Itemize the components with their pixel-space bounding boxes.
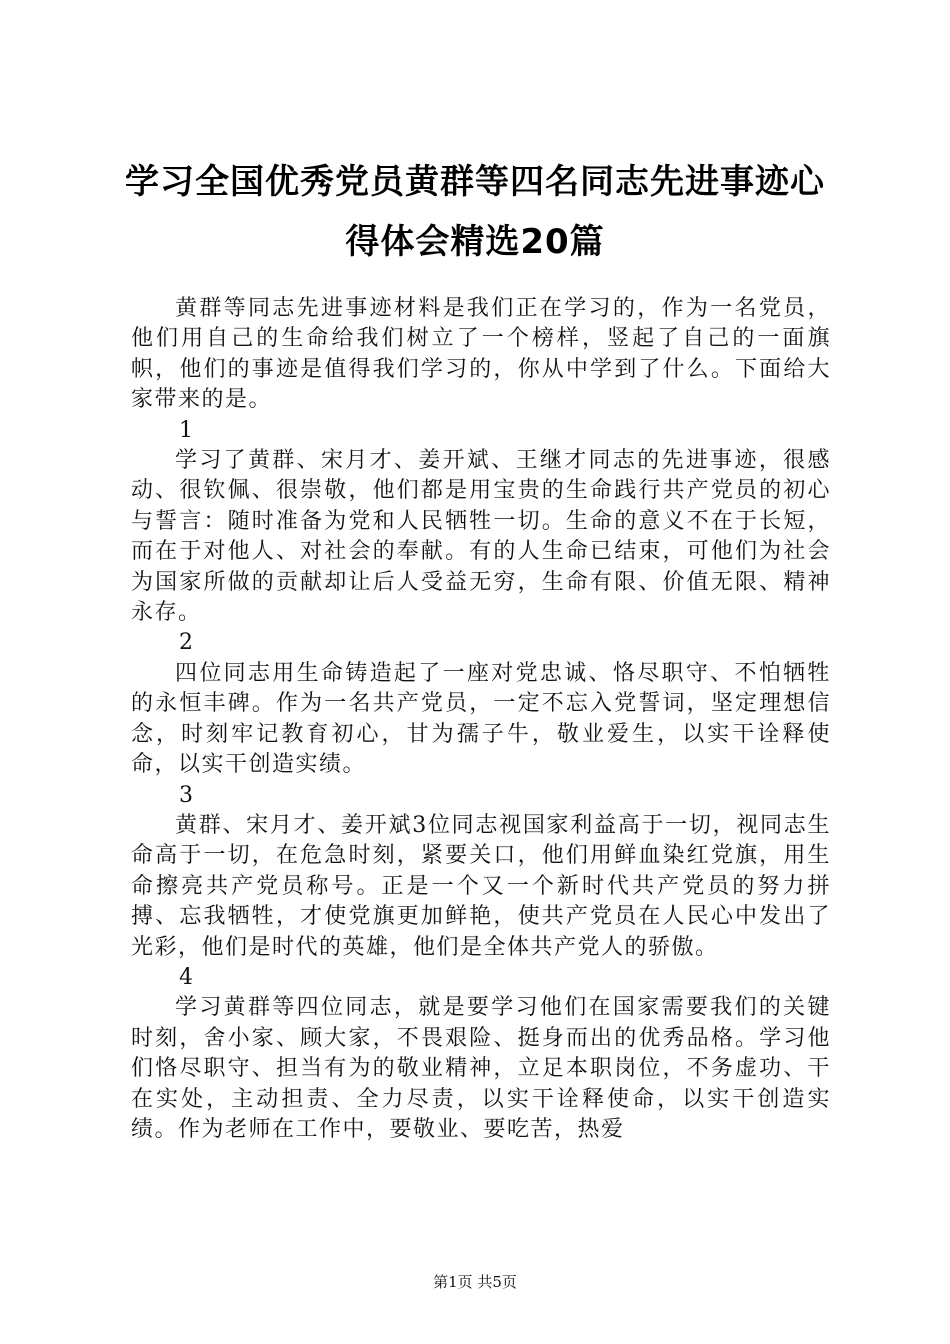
intro-paragraph: 黄群等同志先进事迹材料是我们正在学习的，作为一名党员，他们用自己的生命给我们树立了一个榜样，竖起了自己的一面旗帜，他们的事迹是值得我们学习的，你从中学到了什么。下面给大家带来的是。 [131,296,831,413]
document-body [131,294,831,1145]
page-footer: 第1页 共5页 [433,1273,517,1291]
section-number-3: 3 [179,782,193,808]
section-paragraph-2: 四位同志用生命铸造起了一座对党忠诚、恪尽职守、不怕牺牲的永恒丰碑。作为一名共产党员，一定不忘入党誓词，坚定理想信念，时刻牢记教育初心，甘为孺子牛，敬业爱生，以实干诠释使命，以实干创造实绩。 [131,660,831,778]
section-paragraph-3: 黄群、宋月才、姜开斌3位同志视国家利益高于一切，视同志生命高于一切，在危急时刻，紧要关口，他们用鲜血染红党旗，用生命擦亮共产党员称号。正是一个又一个新时代共产党员的努力拼搏、忘我牺牲，才使党旗更加鲜艳，使共产党员在人民心中发出了光彩，他们是时代的英雄，他们是全体共产党人的骄傲。 [131,812,831,960]
section-number-4: 4 [179,964,193,990]
section-paragraph-4: 学习黄群等四位同志，就是要学习他们在国家需要我们的关键时刻，舍小家、顾大家，不畏艰险、挺身而出的优秀品格。学习他们恪尽职守、担当有为的敬业精神，立足本职岗位，不务虚功、干在实处，主动担责、全力尽责，以实干诠释使命，以实干创造实绩。作为老师在工作中，要敬业、要吃苦，热爱 [131,995,831,1142]
section-number-1: 1 [179,417,193,443]
section-paragraph-1: 学习了黄群、宋月才、姜开斌、王继才同志的先进事迹，很感动、很钦佩、很崇敬，他们都是用宝贵的生命践行共产党员的初心与誓言：随时准备为党和人民牺牲一切。生命的意义不在于长短，而在于对他人、对社会的奉献。有的人生命已结束，可他们为社会为国家所做的贡献却让后人受益无穷，生命有限、价值无限、精神永存。 [131,448,831,626]
document-title-line-1: 学习全国优秀党员黄群等四名同志先进事迹心 [125,162,825,202]
document-title-line-2: 得体会精选20篇 [345,222,605,262]
section-number-2: 2 [179,630,193,656]
